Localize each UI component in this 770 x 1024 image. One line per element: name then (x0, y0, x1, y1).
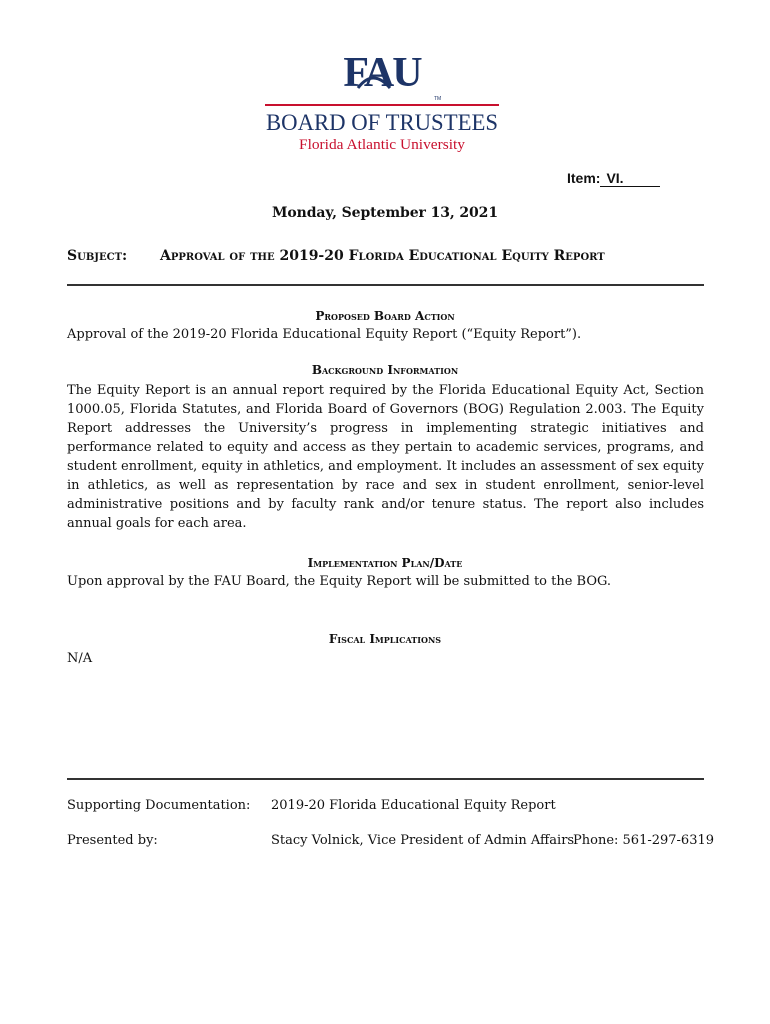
logo-letters: FAU (343, 52, 421, 96)
item-value: VI. (600, 170, 660, 187)
logo-university-name: Florida Atlantic University (299, 137, 466, 153)
item-label: Item: (567, 170, 601, 186)
footer-divider (67, 778, 704, 780)
background-heading: Background Information (311, 363, 459, 377)
fiscal-heading: Fiscal Implications (328, 632, 442, 646)
presented-by-value: Stacy Volnick, Vice President of Admin Affairs (271, 833, 575, 848)
fiscal-text: N/A (67, 651, 93, 666)
supporting-documentation-value: 2019-20 Florida Educational Equity Report (271, 798, 556, 813)
implementation-heading: Implementation Plan/Date (307, 556, 463, 570)
subject-divider (67, 284, 704, 286)
subject-text: Approval of the 2019-20 Florida Educational Equity Report (160, 248, 605, 264)
presented-by-label: Presented by: (67, 833, 158, 848)
implementation-text: Upon approval by the FAU Board, the Equity Report will be submitted to the BOG. (67, 574, 612, 589)
fau-board-of-trustees-logo (262, 52, 502, 157)
proposed-action-heading: Proposed Board Action (315, 309, 455, 323)
proposed-action-text: Approval of the 2019-20 Florida Educational Equity Report (“Equity Report”). (67, 327, 582, 342)
background-text: The Equity Report is an annual report required by the Florida Educational Equity Act, Section 1000.05, Florida Statutes, and Florida Board of Governors (BOG) Regulation 2.003. The Equity Report addresses the University’s progress in implementing strategic initiatives and performance related to equity and access as they pertain to academic services, programs, and student enrollment, equity in athletics, and employment. It includes an assessment of sex equity in athletics, as well as representation by race and sex in student enrollment, senior-level administrative positions and by faculty rank and/or tenure status. The report also includes annual goals for each area. (67, 383, 704, 531)
fau-logo-graphic (262, 52, 502, 157)
item-number (567, 170, 660, 187)
supporting-documentation-label: Supporting Documentation: (67, 798, 251, 813)
presenter-phone: Phone: 561-297-6319 (573, 833, 715, 848)
meeting-date: Monday, September 13, 2021 (272, 205, 498, 221)
subject-label: Subject: (67, 248, 128, 264)
trademark-mark: TM (434, 96, 442, 102)
logo-red-rule (265, 104, 499, 106)
logo-board-title: BOARD OF TRUSTEES (266, 110, 498, 135)
